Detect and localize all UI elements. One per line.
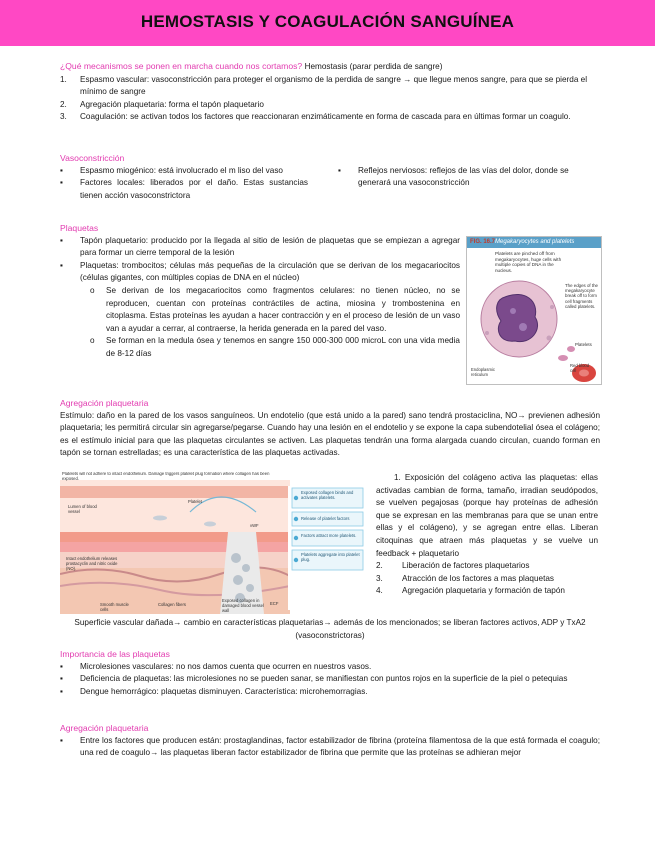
section-heading: Vasoconstricción [60,153,125,163]
section-heading: Agregación plaquetaria [60,398,149,408]
megakaryocyte-figure: FIG. 16.7 Megakaryocytes and platelets Platelets are pinched off from megakaryocytes, huge cells with multiple copies of DNA in the nucleus. The edges of the megakaryocyte break off to form cell fragments called platelets. Platelets Red blood cell Endoplasmic reticulum [466,236,602,385]
section-heading: Importancia de las plaquetas [60,649,170,659]
section-heading: Plaquetas [60,223,99,233]
list-item: 1. Espasmo vascular: vasoconstricción para proteger el organismo de la perdida de sangre → que llegue menos sangre, para que se pierda el mínimo de sangre [60,74,588,97]
item-text: : se activan todos los factores que reaccionaran enzimáticamente en forma de cascada para en últimas formar un coagulo. [125,112,571,122]
agregacion-summary: Superficie vascular dañada→ cambio en características plaquetarias→ además de los mencionados; se liberan factores activos, ADP y TxA2 (vasoconstrictoras) [74,618,586,640]
importancia-section [60,648,600,698]
item-text: : vasoconstricción para proteger el organismo de la perdida de sangre → que llegue menos sangre, para que se pierda el mínimo de sangre [80,74,588,97]
list-item: 2. Liberación de factores plaquetarios [376,561,530,571]
list-item: ▪ Microlesiones vasculares: no nos damos cuenta que ocurren en nuestros vasos. [60,661,372,671]
megakaryocyte-illustration [467,237,601,384]
section-heading: Agregación plaquetaria [60,723,149,733]
list-item: 1. Exposición del colágeno activa las plaquetas: ellas activadas cambian de forma, tamaño, irradian seudópodos, se vuelven pegajosas (porque hay proteínas de adhesión que se expresan en las membranas para que se unan entre ellas y el colágeno), y se agregan entre ellas. Liberan citoquinas que atraen más plaquetas y se vuelve un feedback + plaquetario [376,473,598,558]
list-item: ▪ Factores locales: liberados por el daño. Estas sustancias tienen acción vasoconstrictora [60,178,308,200]
item-term: Espasmo vascular [80,74,147,84]
sub-list-item: o Se derivan de los megacariocitos como fragmentos celulares: no tienen núcleo, no se reproducen, cuentan con proteínas contráctiles de actina, miosina y trombostenina en citoplasma. Estas proteínas les ayudan a hacer contracción y en el proceso de lesión de un vaso van a ayudar a cerrar, al contraerse, la herida generada en la pared del vaso. [90,285,460,333]
intro-question-line [60,60,600,74]
agregacion-section [60,397,600,460]
list-item: ▪ Entre los factores que producen están: prostaglandinas, factor estabilizador de fibrina (proteína filamentosa de la que está formada el coagulo; una red de coagulo→ las plaquetas liberan factor estabilizador de fibrina que permite que las proteínas se adhieran mejor [60,735,600,758]
list-item: 3. Coagulación: se activan todos los factores que reaccionaran enzimáticamente en forma de cascada para en últimas formar un coagulo. [60,112,571,122]
intro-answer: Hemostasis (parar perdida de sangre) [304,62,443,71]
agregacion2-section [60,722,600,760]
list-item: ▪ Deficiencia de plaquetas: las microlesiones no se pueden sanar, se manifiestan con puntos rojos en la superficie de la piel o petequias [60,674,568,684]
agregacion-steps [376,472,598,598]
list-item: ▪ Tapón plaquetario: producido por la llegada al sitio de lesión de plaquetas que se empiezan a agregar para formar un cierre temporal de la lesión [60,235,460,258]
list-item: 4. Agregación plaquetaria y formación de tapón [376,586,565,596]
page-title: HEMOSTASIS Y COAGULACIÓN SANGUÍNEA [140,12,515,31]
agregacion-paragraph: Estímulo: daño en la pared de los vasos sanguíneos. Un endotelio (que está unido a la pared) sano tendrá prostaciclina, NO→ previenen adhesión plaquetaria; les permitirá circular sin agregarse/pegarse. Cuando hay una lesión en el endotelio y se expone la capa subendotelial ósea el colágeno; es el estímulo inicial para que las plaquetas circulantes se activen. Las plaquetas tendrán una forma alargada cuando circulan, cuando forman en tapón se tornan estrelladas; es una característica de las plaquetas activadas. [60,410,600,458]
list-item: 3. Atracción de los factores a mas plaquetas [376,573,555,583]
list-item: ▪ Reflejos nerviosos: reflejos de las vías del dolor, donde se generará una vasoconstricción [338,165,569,188]
sub-list-item: o Se forman en la medula ósea y tenemos en sangre 150 000-300 000 microL con una vida media de 8-12 días [90,336,460,358]
item-text: : forma el tapón plaquetario [164,99,264,109]
vasoconstriccion-section [60,152,600,202]
item-term: Agregación plaquetaria [80,99,165,109]
list-item: ▪ Plaquetas: trombocitos; células más pequeñas de la circulación que se derivan de los megacariocitos (células gigantes, con múltiples copias de DNA en el núcleo) [60,260,460,283]
list-item: ▪ Dengue hemorrágico: plaquetas disminuyen. Característica: microhemorragias. [60,686,368,696]
platelet-plug-figure: Platelets will not adhere to intact endothelium. Damage triggers platelet plug formation where collagen has been exposed. Lumen of blood vessel Intact endothelium releases prostacyclin and nitric oxide (NO). Smooth muscle cells Collagen fibers Exposed collagen in damaged blood vessel wall ECF Platelet vWF Exposed collagen binds and activates platelets. Release of platelet factors Factors attract more platelets. Platelets aggregate into platelet plug. [60,472,365,614]
intro-question: ¿Qué mecanismos se ponen en marcha cuando nos cortamos? [60,61,305,71]
plaquetas-section [60,222,460,361]
list-item: 2. Agregación plaquetaria: forma el tapón plaquetario [60,99,264,109]
item-term: Coagulación [80,112,126,122]
intro-section [60,60,600,124]
title-banner [0,0,655,46]
list-item: ▪ Espasmo miogénico: está involucrado el m liso del vaso [60,165,283,175]
